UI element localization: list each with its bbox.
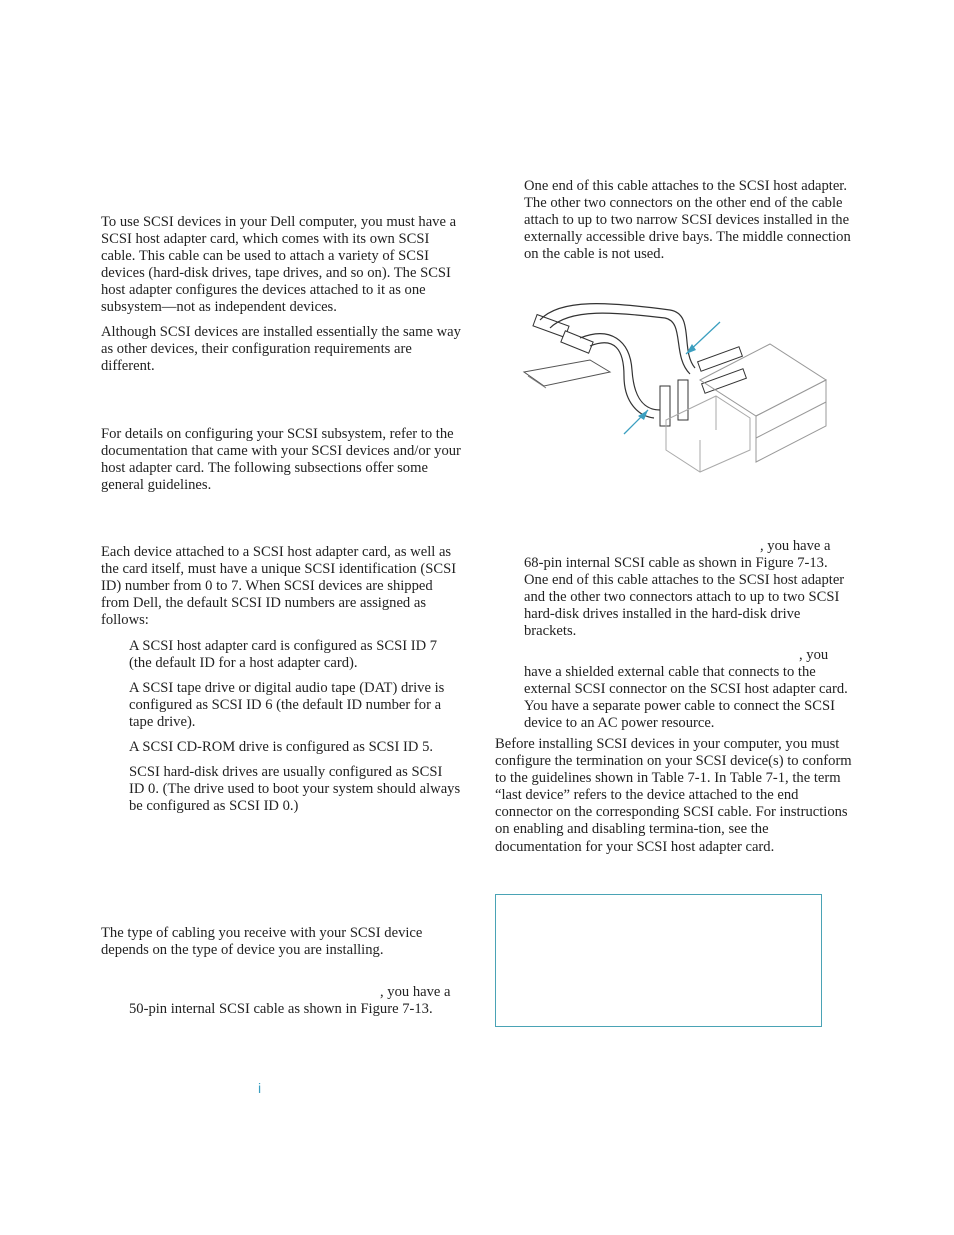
cable-68-paragraph: 68-pin internal SCSI cable as shown in Figure 7-13. One end of this cable attaches to the SCSI host adapter and the other two connectors attach to up to two SCSI hard-disk drives installed in the hard-disk drive brackets.: [524, 555, 845, 640]
scsi-id-paragraph: Each device attached to a SCSI host adapter card, as well as the card itself, must have a unique SCSI identification (SCSI ID) number from 0 to 7. When SCSI devices are shipped from Dell, the default SCSI ID numbers are assigned as follows:: [101, 544, 457, 629]
id-list-item: A SCSI tape drive or digital audio tape (DAT) drive is configured as SCSI ID 6 (the default ID number for a tape drive).: [129, 680, 445, 731]
termination-paragraph: Before installing SCSI devices in your computer, you must configure the termination on your SCSI device(s) to conform to the guidelines shown in Table 7-1. In Table 7-1, the term “last device” refers to the device attached to the end connector on the corresponding SCSI cable. For instructions on enabling and disabling termina-tion, see the documentation for your SCSI host adapter card.: [495, 736, 852, 855]
id-list-item: SCSI hard-disk drives are usually configured as SCSI ID 0. (The drive used to boot your system should always be configured as SCSI ID 0.): [129, 764, 461, 815]
id-list-item: A SCSI CD-ROM drive is configured as SCSI ID 5.: [129, 739, 434, 755]
intro-paragraph: To use SCSI devices in your Dell computer, you must have a SCSI host adapter card, which comes with its own SCSI cable. This cable can be used to attach a variety of SCSI devices (hard-disk drives, tape drives, and so on). The SCSI host adapter configures the devices attached to it as one subsystem—not as independent devices.: [101, 214, 457, 316]
cable-68-tail: , you have a: [760, 538, 831, 554]
footer-mark: i: [258, 1080, 262, 1096]
cable-50-line: 50-pin internal SCSI cable as shown in Figure 7-13.: [129, 1001, 433, 1017]
connector-shape: [702, 369, 747, 393]
configuration-paragraph: Although SCSI devices are installed essentially the same way as other devices, their configuration requirements are different.: [101, 324, 461, 375]
cable-description-paragraph: One end of this cable attaches to the SCSI host adapter. The other two connectors on the other end of the cable attach to up to two narrow SCSI devices installed in the externally accessible drive bays. The middle connection on the cable is not used.: [524, 178, 851, 263]
note-box: [495, 894, 822, 1027]
cabling-paragraph: The type of cabling you receive with your SCSI device depends on the type of device you are installing.: [101, 925, 423, 959]
connector-shape: [660, 386, 670, 426]
external-cable-tail: , you: [799, 647, 829, 663]
scsi-cable-figure: [520, 290, 840, 480]
external-cable-paragraph: have a shielded external cable that connects to the external SCSI connector on the SCSI host adapter card. You have a separate power cable to connect the SCSI device to an AC power resource.: [524, 664, 848, 732]
details-paragraph: For details on configuring your SCSI subsystem, refer to the documentation that came with your SCSI devices and/or your host adapter card. The following subsections offer some general guidelines.: [101, 426, 461, 494]
cable-50-tail: , you have a: [380, 984, 451, 1000]
connector-shape: [561, 331, 593, 353]
id-list-item: A SCSI host adapter card is configured as SCSI ID 7 (the default ID for a host adapter card).: [129, 638, 438, 672]
connector-shape: [698, 347, 743, 371]
